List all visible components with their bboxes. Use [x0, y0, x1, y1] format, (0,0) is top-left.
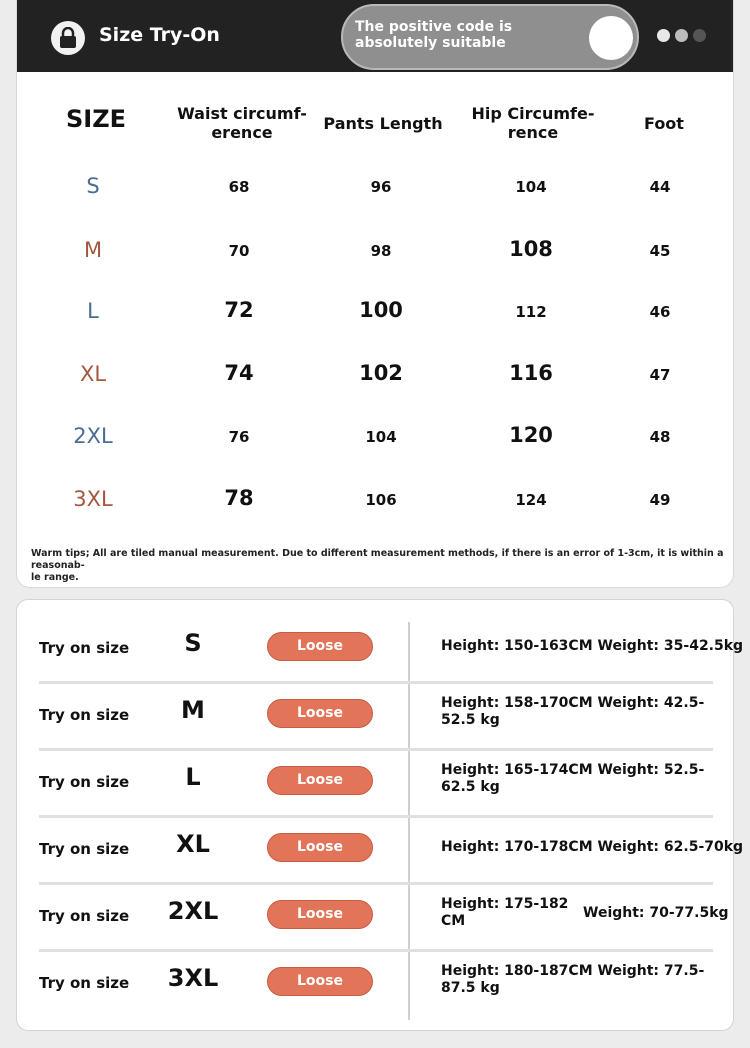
height-weight-range — [441, 839, 744, 856]
cell-size: 3XL — [73, 487, 113, 511]
table-row — [17, 481, 733, 521]
try-on-size: M — [181, 696, 205, 724]
weight-range: Weight: 70-77.5kg — [583, 905, 729, 921]
try-on-size: 3XL — [167, 964, 219, 992]
height-range: Height: 180-187CM — [441, 963, 593, 979]
height-range: Height: 170-178CM — [441, 839, 593, 855]
cell-foot: 47 — [649, 366, 671, 384]
header-foot: Foot — [644, 114, 684, 133]
cell-size: S — [86, 174, 100, 198]
header-waist: Waist circumf- erence — [177, 104, 307, 142]
dot-3[interactable] — [693, 29, 706, 42]
cell-foot: 48 — [649, 428, 671, 446]
dot-1[interactable] — [657, 29, 670, 42]
try-on-label: Try on size — [39, 840, 130, 858]
try-on-card — [16, 599, 744, 1031]
height-range: Height: 165-174CM — [441, 762, 593, 778]
cell-hip: 112 — [515, 303, 547, 321]
weight-range: Weight: 52.5-62.5 kg — [441, 762, 705, 795]
cell-hip: 116 — [509, 361, 553, 385]
table-row — [17, 356, 733, 396]
table-row — [17, 418, 733, 458]
cell-waist: 72 — [224, 298, 254, 322]
header-bar — [17, 0, 733, 72]
cell-hip: 108 — [509, 237, 553, 261]
cell-foot: 46 — [649, 303, 671, 321]
cell-size: L — [87, 299, 99, 323]
height-range: Height: 158-170CM — [441, 695, 593, 711]
height-range: Height: 175-182 CM — [441, 896, 569, 929]
cell-pants: 98 — [370, 242, 392, 260]
cell-waist: 78 — [224, 486, 254, 510]
fit-badge-loose[interactable]: Loose — [267, 699, 373, 728]
cell-hip: 120 — [509, 423, 553, 447]
cell-pants: 102 — [359, 361, 403, 385]
fit-toggle-pill[interactable] — [341, 4, 639, 70]
cell-pants: 96 — [370, 178, 392, 196]
fit-badge-loose[interactable]: Loose — [267, 967, 373, 996]
fit-badge-loose[interactable]: Loose — [267, 632, 373, 661]
try-on-label: Try on size — [39, 706, 130, 724]
height-range: Height: 150-163CM — [441, 638, 593, 654]
dot-2[interactable] — [675, 29, 688, 42]
cell-foot: 44 — [649, 178, 671, 196]
try-on-size: S — [184, 629, 202, 657]
table-row — [17, 232, 733, 272]
cell-pants: 106 — [365, 491, 397, 509]
list-item — [17, 751, 733, 818]
list-item — [17, 617, 744, 684]
cell-foot: 49 — [649, 491, 671, 509]
lock-icon — [51, 21, 85, 55]
try-on-size: 2XL — [167, 897, 219, 925]
weight-range: Weight: 77.5-87.5 kg — [441, 963, 705, 996]
try-on-label: Try on size — [39, 907, 130, 925]
weight-range: Weight: 62.5-70kg — [597, 839, 744, 855]
cell-waist: 76 — [228, 428, 250, 446]
cell-waist: 74 — [224, 361, 254, 385]
toggle-knob[interactable] — [589, 16, 633, 60]
cell-hip: 124 — [515, 491, 547, 509]
table-row — [17, 168, 733, 208]
try-on-label: Try on size — [39, 773, 130, 791]
height-weight-range — [441, 963, 723, 997]
cell-size: 2XL — [73, 424, 113, 448]
list-item — [17, 952, 733, 1019]
table-row — [17, 293, 733, 333]
cell-size: XL — [79, 362, 107, 386]
header-size: SIZE — [65, 105, 126, 133]
fit-badge-loose[interactable]: Loose — [267, 833, 373, 862]
list-item — [17, 885, 733, 952]
header-title: Size Try-On — [99, 24, 220, 46]
try-on-label: Try on size — [39, 974, 130, 992]
cell-size: M — [83, 238, 103, 262]
size-table-header — [17, 104, 733, 154]
height-weight-range — [441, 638, 744, 655]
weight-range: Weight: 42.5-52.5 kg — [441, 695, 705, 728]
cell-pants: 100 — [359, 298, 403, 322]
warm-tips: Warm tips; All are tiled manual measurement. Due to different measurement methods, if there is an error of 1-3cm, it is within a reasonab- le range. — [31, 548, 724, 583]
header-pants-length: Pants Length — [323, 114, 443, 133]
list-item — [17, 684, 733, 751]
height-weight-range — [441, 695, 723, 729]
height-weight-range — [441, 762, 723, 796]
list-item — [17, 818, 744, 885]
cell-foot: 45 — [649, 242, 671, 260]
size-chart-card — [16, 0, 734, 588]
weight-range: Weight: 35-42.5kg — [597, 638, 744, 654]
fit-badge-loose[interactable]: Loose — [267, 900, 373, 929]
header-hip: Hip Circumfe- rence — [471, 104, 595, 142]
cell-hip: 104 — [515, 178, 547, 196]
try-on-label: Try on size — [39, 639, 130, 657]
try-on-size: L — [185, 763, 201, 791]
cell-waist: 70 — [228, 242, 250, 260]
fit-badge-loose[interactable]: Loose — [267, 766, 373, 795]
cell-waist: 68 — [228, 178, 250, 196]
try-on-size: XL — [176, 830, 210, 858]
pill-text: The positive code is absolutely suitable — [355, 19, 513, 51]
cell-pants: 104 — [365, 428, 397, 446]
